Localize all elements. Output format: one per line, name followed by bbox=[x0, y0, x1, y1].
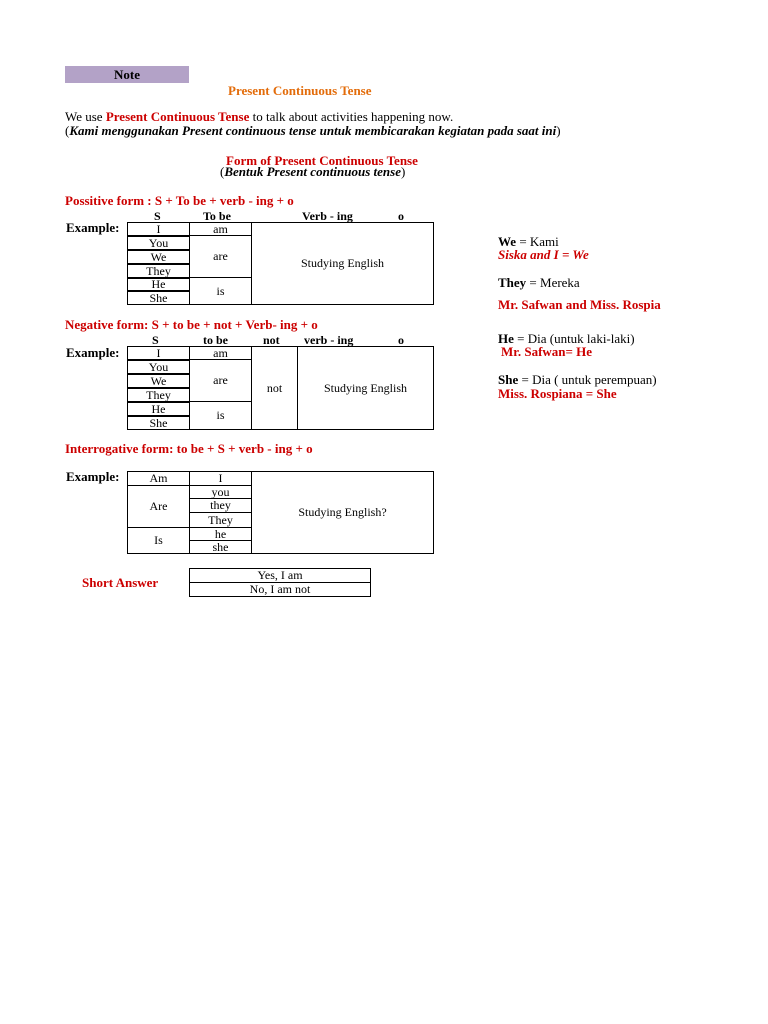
table-cell: They bbox=[127, 264, 190, 278]
table-cell: she bbox=[189, 540, 252, 554]
negative-header-s: S bbox=[152, 333, 159, 347]
table-cell: Is bbox=[127, 527, 190, 554]
intro-highlight: Present Continuous Tense bbox=[105, 109, 250, 124]
term: She bbox=[498, 372, 519, 387]
paren-open: ( bbox=[220, 164, 225, 179]
negative-example-label: Example: bbox=[66, 345, 120, 360]
paren-open: ( bbox=[65, 123, 70, 138]
table-cell: you bbox=[189, 485, 252, 499]
positive-header-s: S bbox=[154, 209, 161, 223]
table-cell: We bbox=[127, 374, 190, 388]
table-cell: We bbox=[127, 250, 190, 264]
page-title: Present Continuous Tense bbox=[228, 83, 372, 98]
table-cell: Studying English bbox=[297, 346, 434, 430]
he-example: Mr. Safwan= He bbox=[501, 344, 593, 359]
table-cell: are bbox=[189, 359, 252, 402]
table-cell: You bbox=[127, 236, 190, 250]
table-cell: He bbox=[127, 402, 190, 416]
meaning: = Dia (untuk laki-laki) bbox=[513, 331, 635, 346]
table-cell: She bbox=[127, 416, 190, 430]
form-heading-subtitle bbox=[220, 164, 405, 180]
term: We bbox=[498, 234, 517, 249]
negative-header-tobe: to be bbox=[203, 333, 228, 347]
subtitle-text: Bentuk Present continuous tense bbox=[224, 164, 401, 179]
table-cell: is bbox=[189, 401, 252, 430]
positive-example-label: Example: bbox=[66, 220, 120, 235]
paren-close: ) bbox=[556, 123, 561, 138]
negative-formula: Negative form: S + to be + not + Verb- ing + o bbox=[65, 317, 318, 332]
meaning: = Mereka bbox=[526, 275, 580, 290]
interrogative-formula: Interrogative form: to be + S + verb - ing + o bbox=[65, 441, 313, 456]
short-answer-no: No, I am not bbox=[189, 582, 371, 597]
negative-header-not: not bbox=[263, 333, 280, 347]
positive-header-tobe: To be bbox=[203, 209, 231, 223]
note-label: Note bbox=[65, 66, 189, 83]
table-cell: am bbox=[189, 346, 252, 360]
they-definition bbox=[498, 275, 580, 291]
translation-text: Kami menggunakan Present continuous tense untuk membicarakan kegiatan pada saat ini bbox=[69, 123, 557, 138]
positive-formula: Possitive form : S + To be + verb - ing + o bbox=[65, 193, 294, 208]
intro-prefix: We use bbox=[65, 109, 106, 124]
table-cell: are bbox=[189, 235, 252, 278]
she-example: Miss. Rospiana = She bbox=[498, 386, 617, 401]
table-cell: Studying English bbox=[251, 222, 434, 305]
paren-close: ) bbox=[400, 164, 406, 179]
short-answer-label: Short Answer bbox=[82, 575, 159, 590]
we-example: Siska and I = We bbox=[498, 247, 589, 262]
positive-header-verb: Verb - ing bbox=[302, 209, 353, 223]
form-heading-title: Form of Present Continuous Tense bbox=[226, 153, 418, 168]
table-cell: am bbox=[189, 222, 252, 236]
positive-header-o: o bbox=[398, 209, 404, 223]
table-cell: They bbox=[189, 512, 252, 528]
table-cell: not bbox=[251, 346, 298, 430]
negative-header-o: o bbox=[398, 333, 404, 347]
table-cell: is bbox=[189, 277, 252, 305]
interrogative-example-label: Example: bbox=[66, 469, 120, 484]
table-cell: he bbox=[189, 527, 252, 541]
meaning: = Kami bbox=[516, 234, 559, 249]
negative-header-verb: verb - ing bbox=[304, 333, 354, 347]
table-cell: I bbox=[127, 222, 190, 236]
term: He bbox=[498, 331, 514, 346]
table-cell: they bbox=[189, 498, 252, 513]
table-cell: Are bbox=[127, 485, 190, 528]
intro-suffix: to talk about activities happening now. bbox=[249, 109, 454, 124]
table-cell: They bbox=[127, 388, 190, 402]
term: They bbox=[498, 275, 527, 290]
short-answer-yes: Yes, I am bbox=[189, 568, 371, 583]
table-cell: He bbox=[127, 278, 190, 291]
meaning: = Dia ( untuk perempuan) bbox=[518, 372, 657, 387]
intro-translation bbox=[65, 123, 561, 139]
table-cell: I bbox=[127, 346, 190, 360]
table-cell: Am bbox=[127, 471, 190, 486]
table-cell: I bbox=[189, 471, 252, 486]
table-cell: She bbox=[127, 291, 190, 305]
table-cell: Studying English? bbox=[251, 471, 434, 554]
they-example: Mr. Safwan and Miss. Rospia bbox=[498, 297, 661, 312]
table-cell: You bbox=[127, 360, 190, 374]
